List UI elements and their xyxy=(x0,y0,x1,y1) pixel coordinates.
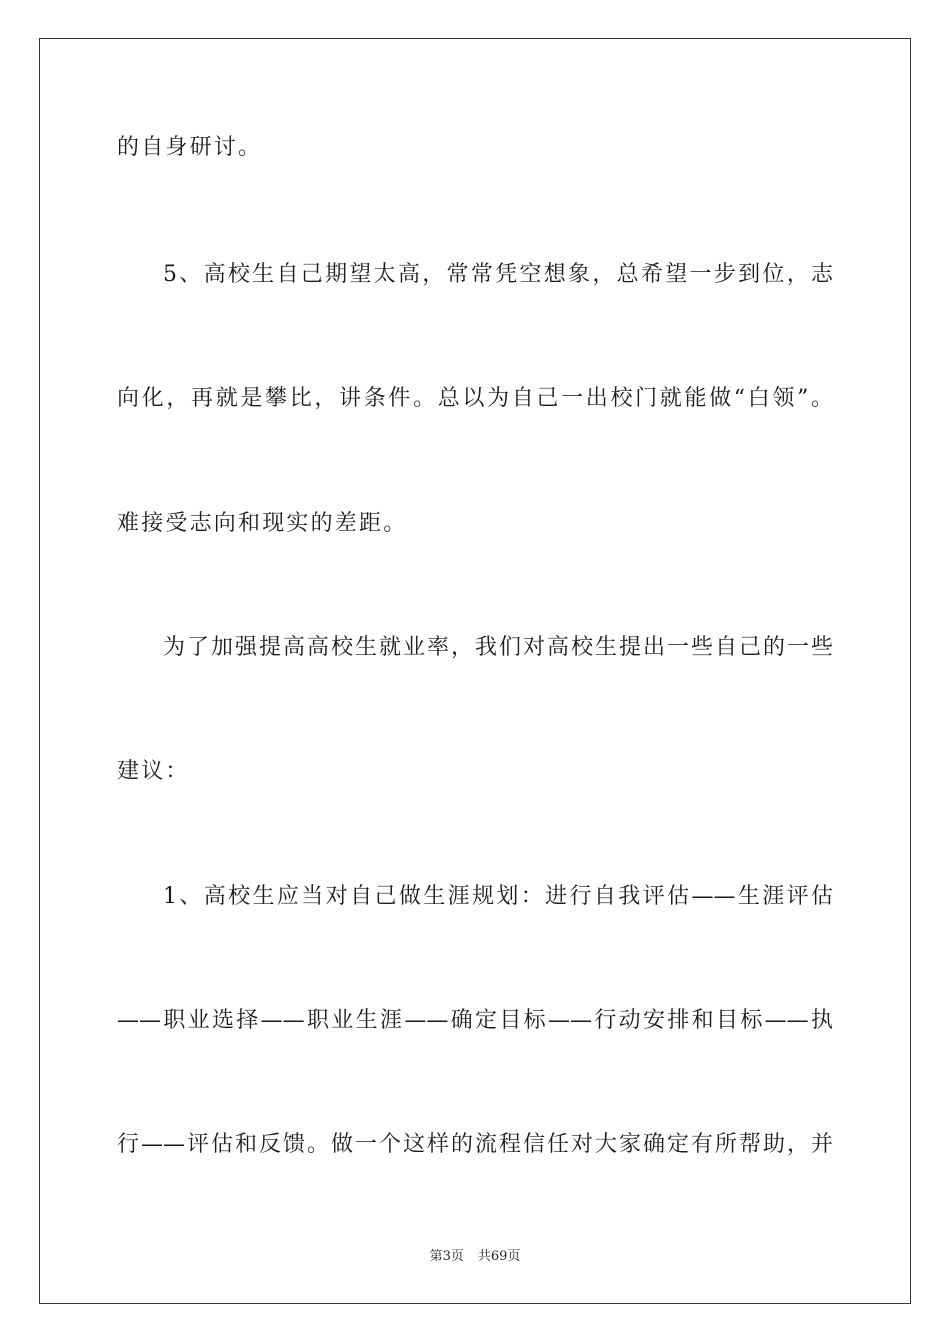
page-border xyxy=(39,38,911,1304)
page-footer xyxy=(0,1248,950,1266)
page-number: 第3页 xyxy=(429,1249,464,1264)
text-line: 1、高校生应当对自己做生涯规划：进行自我评估——生涯评估 xyxy=(163,884,833,909)
text-line: 为了加强提高高校生就业率，我们对高校生提出一些自己的一些 xyxy=(163,635,833,660)
text-line: 行——评估和反馈。做一个这样的流程信任对大家确定有所帮助，并 xyxy=(117,1132,833,1157)
text-line: 向化，再就是攀比，讲条件。总以为自己一出校门就能做“白领”。 xyxy=(117,386,833,411)
text-line: 5、高校生自己期望太高，常常凭空想象，总希望一步到位，志 xyxy=(163,262,833,287)
text-line: ——职业选择——职业生涯——确定目标——行动安排和目标——执 xyxy=(117,1008,833,1033)
text-line: 难接受志向和现实的差距。 xyxy=(117,511,408,536)
text-line: 建议： xyxy=(117,759,190,784)
text-line: 的自身研讨。 xyxy=(117,135,263,160)
page-total: 共69页 xyxy=(477,1249,521,1264)
